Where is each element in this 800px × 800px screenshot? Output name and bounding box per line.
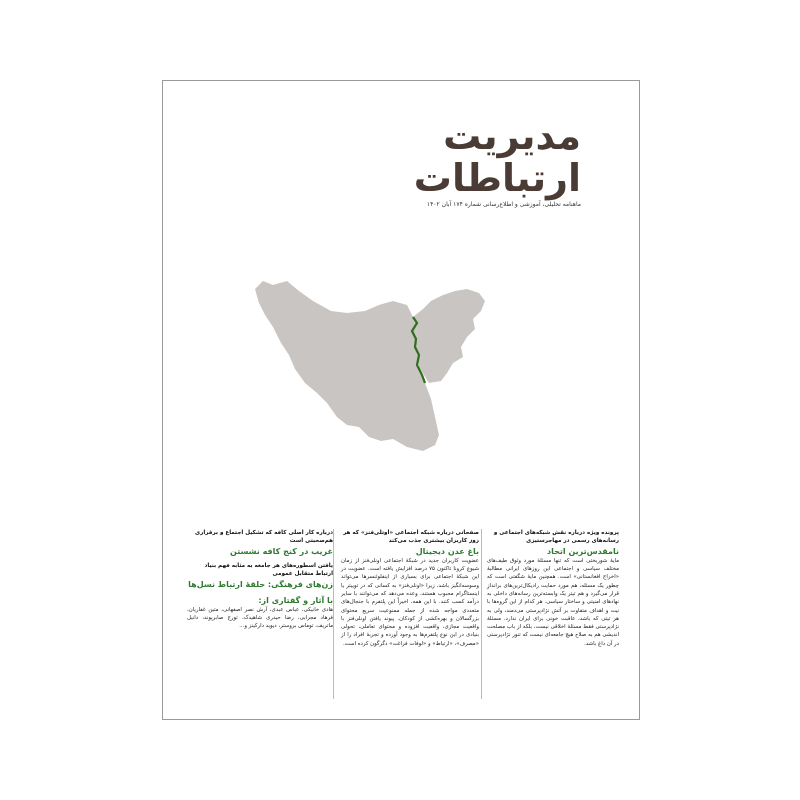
magazine-cover <box>162 80 640 720</box>
col2-body: عضویت کاربران جدید در شبکهٔ اجتماعی اونلی‌فنز از زمان شیوع کرونا تاکنون ۷۵ درصد افزایش یافته است. عضویت در این شبکهٔ اجتماعی برای بسیاری از اینفلوئنسرها می‌تواند وسوسه‌انگیز باشد، زیرا «اونلی‌فنز» به کسانی که در توییتر یا اینستاگرام محبوب هستند، وعده می‌دهد که می‌توانند با سایر درآمد کسب کنند. با این همه، اخیراً این پلتفرم با جنجال‌های متعددی مواجه شده از جمله ممنوعیت سریع محتوای بزرگسالان و بهره‌کشی از کودکان. پیوند یافتن اونلی‌فنز با واقعیت مجازی، واقعیت افزوده و محتوای تعاملی، تحولی بنیادی در این نوع پلتفرم‌ها به وجود آورده و تجربهٔ افراد را از «مصرف»، «ارتباط» و «لوفات فراغت» دگرگون کرده است. <box>341 557 480 647</box>
col3-item1-headline: غریب در کنج کافه نشستن <box>230 546 333 556</box>
col1-body: مایهٔ شوربختی است که تنها مسئلهٔ مورد وثوق طیف‌های مختلف سیاسی و اجتماعی این روزهای ایرانی مطالبهٔ «اخراج افغانستانی» است. همچنین مایهٔ شگفتی است که چطور یک مسئله، هم مورد حمایت رادیکال‌ترین‌های براندازِ قرار می‌گیرد و هم تیتر یک وابسته‌ترین رسانه‌های داخلی به نهادهای امنیتی و ساختار سیاسی. هر کدام از این گروه‌ها با نیت و اهداف متفاوت بر آتش نژادپرستی می‌دمند، ولی به هر تیتی که باشد، عاقبت خونی برای ایران ندارد. مسئلهٔ نژادپرستی فقط مسئلهٔ اخلاقی نیست، بلکه از باب مصلحت اندیشی هم به صلاح هیچ جامعه‌ای نیست که تنور نژادپرستی در آن داغ باشد. <box>487 557 619 647</box>
col2-kicker: صفحاتی درباره شبکه اجتماعی «اوتلی‌فنز» که هر روز کاربران بیشتری جذب می‌کند <box>343 530 479 545</box>
col2-headline: باغ عدن دیجیتال <box>415 546 479 556</box>
masthead-line-2: ارتباطات <box>413 156 581 200</box>
col3-item3-body: هادی خانیکی، عباس عبدی، آرش نصر اصفهانی، متین غفاریان، فرهاد مجرابی، رضا حیدری شاهیدک، تورج صابرپوند، دانیل ماتریف، توماس بروستر، دیوید دارکینز و... <box>187 606 333 630</box>
masthead-line-1: مدیریت <box>443 114 581 158</box>
col1-headline: نامقدس‌ترین اتحاد <box>547 546 619 556</box>
region-map <box>247 271 487 461</box>
col3-item2-kicker: یافتن اسطوره‌های هر جامعه به مثابه فهم بنیاد ارتباط متقابل عمومی <box>204 562 333 578</box>
column-divider <box>481 529 482 699</box>
iran-map-shape <box>255 281 439 451</box>
col1-kicker: پرونده ویژه درباره نقش شبکه‌های اجتماعی و رسانه‌های رسمی در مهاجرستیزی <box>493 530 619 545</box>
afghanistan-map-shape <box>413 289 485 383</box>
col3-item2-headline: زن‌های فرهنگی: حلقهٔ ارتباط نسل‌ها <box>188 579 333 589</box>
column-3 <box>187 529 333 631</box>
column-2 <box>341 529 479 648</box>
issue-subtitle: ماهنامه تحلیلی، آموزشی و اطلاع‌رسانی شماره ۱۷۴ آبان ۱۴۰۲ <box>426 201 581 208</box>
col3-item3-headline: با آثار و گفتاری از: <box>258 595 333 605</box>
column-divider <box>333 529 334 699</box>
masthead <box>341 115 581 205</box>
column-1 <box>487 529 619 648</box>
col3-item1-kicker: درباره کار اصلی کافه که تشکیل اجتماع و برقراری هم‌صحبتی است <box>195 530 333 545</box>
